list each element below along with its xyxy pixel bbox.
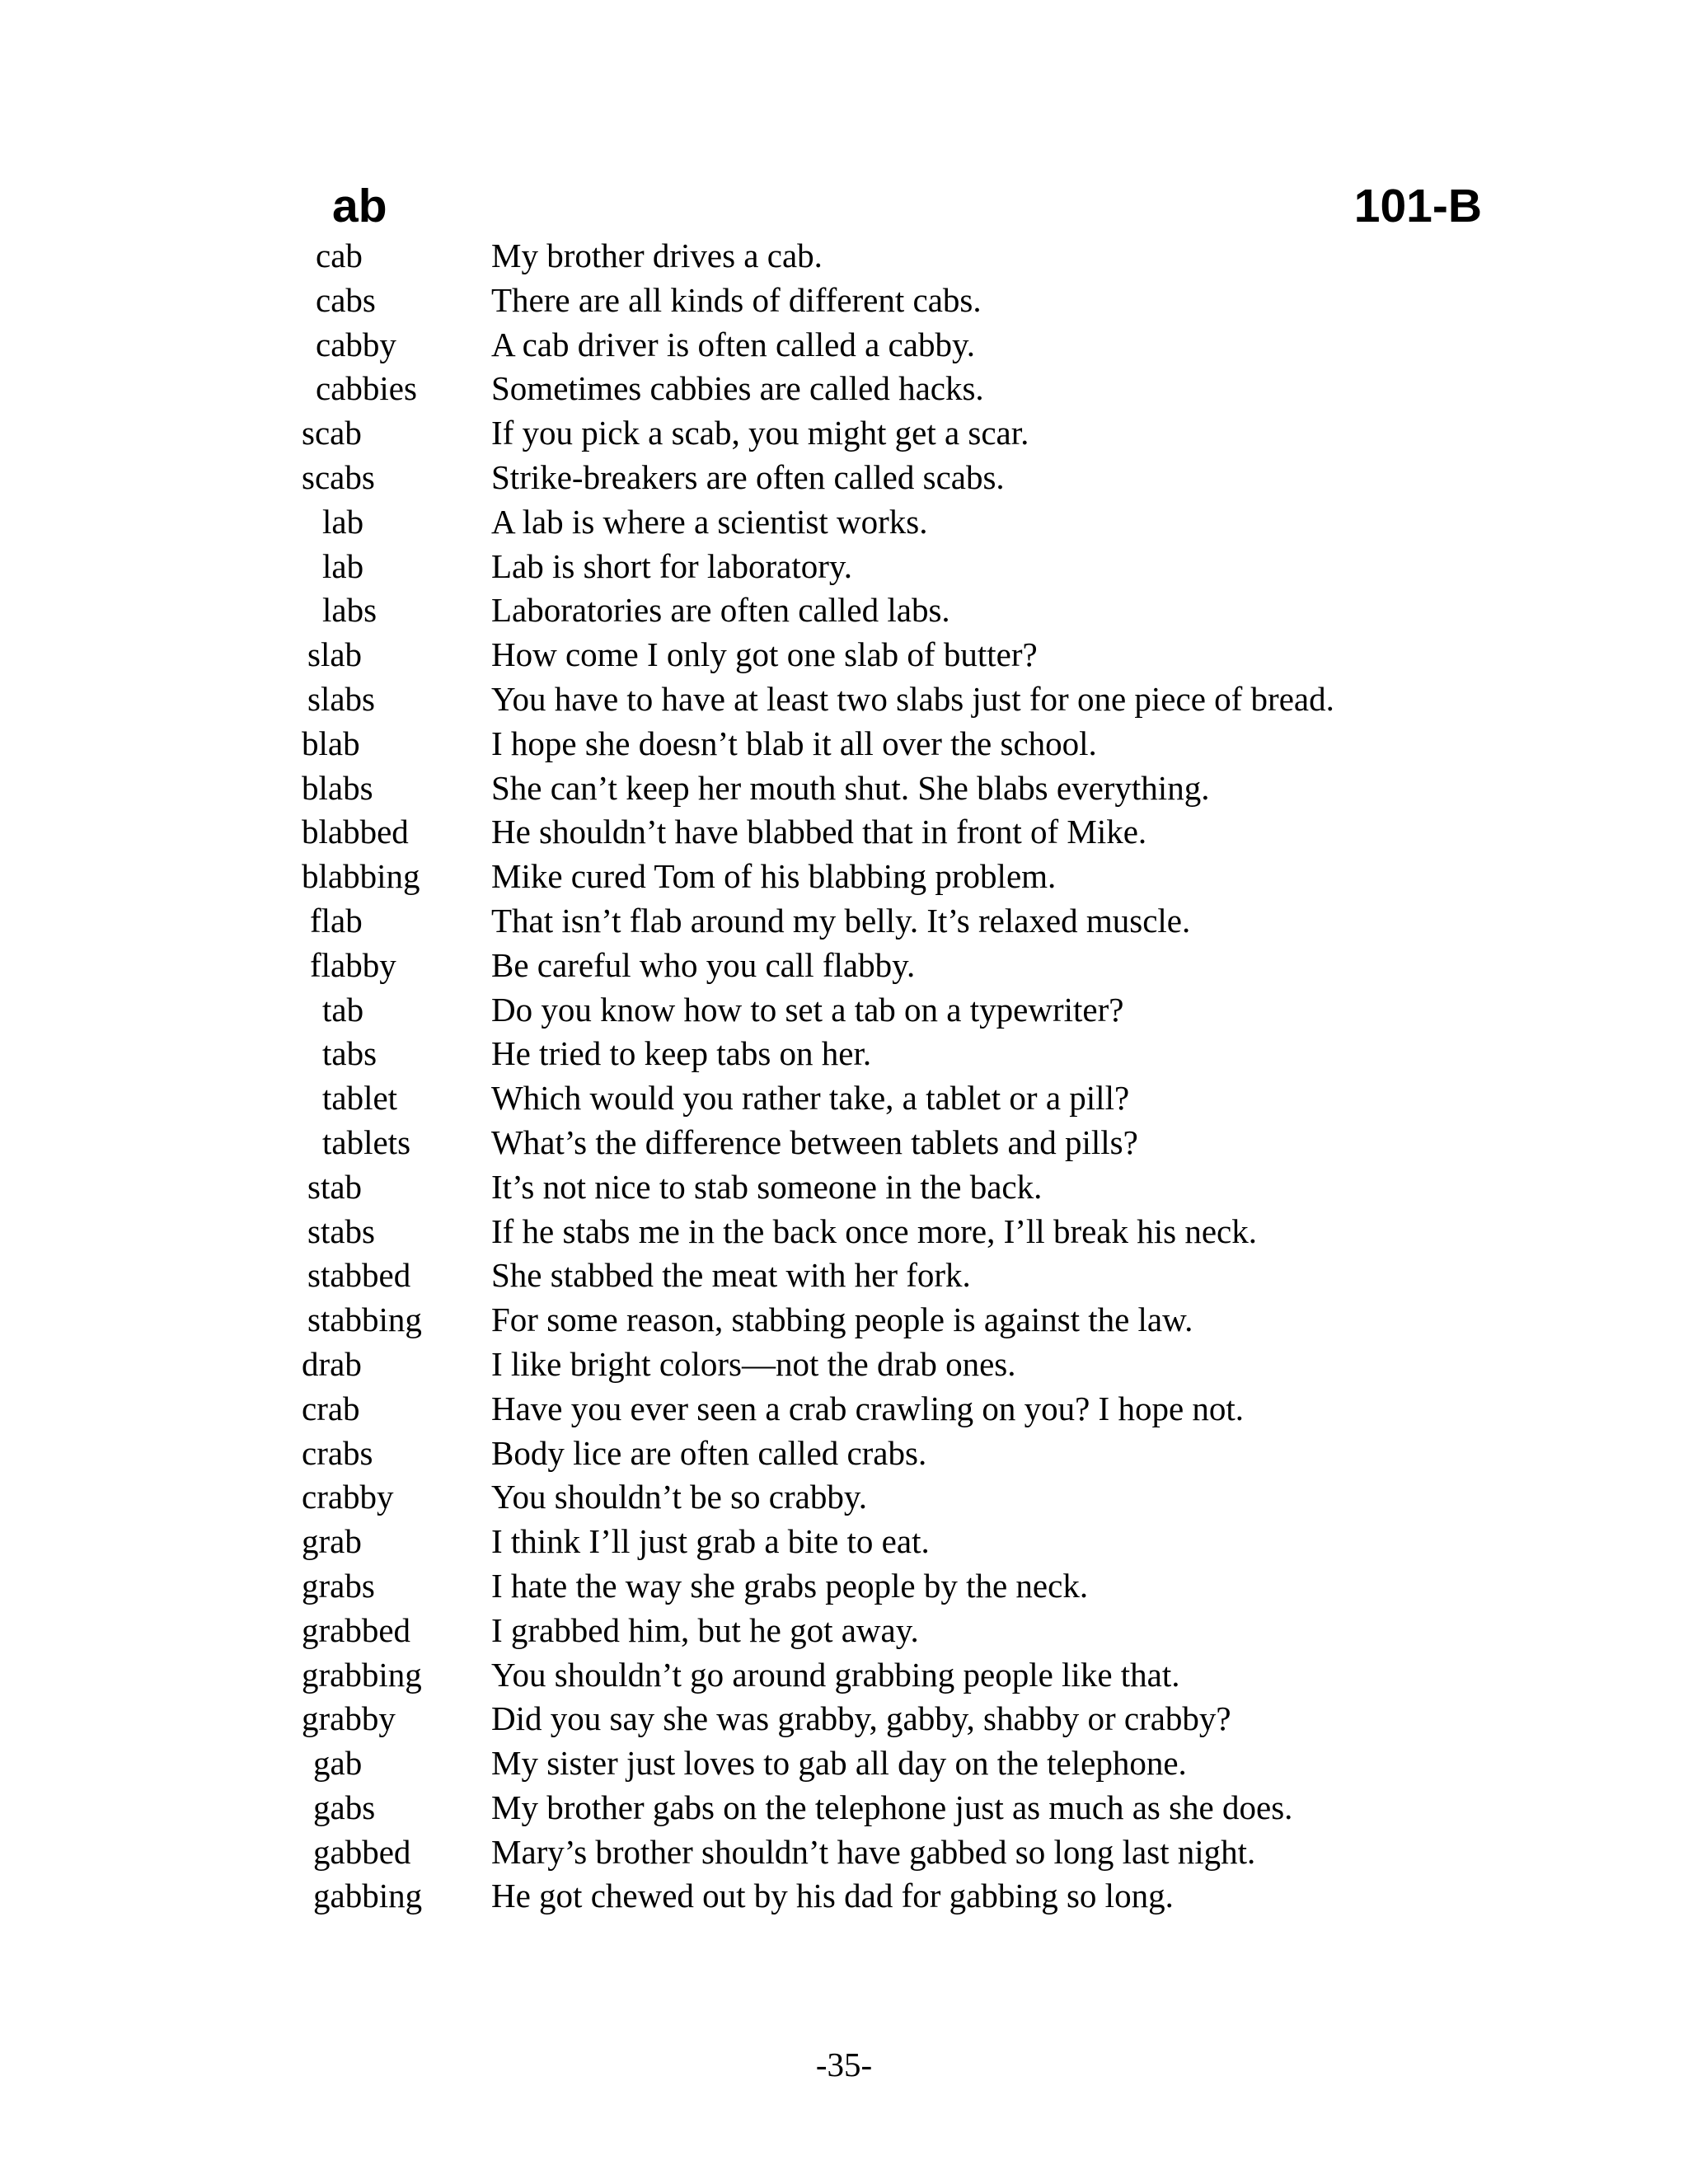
example-sentence: A cab driver is often called a cabby.: [491, 325, 976, 363]
example-sentence: She can’t keep her mouth shut. She blabs everything.: [491, 768, 1210, 807]
vocabulary-word: flabby: [310, 945, 396, 984]
vocabulary-word: grabby: [302, 1699, 396, 1738]
list-item: [0, 456, 1688, 500]
page-number: -35-: [815, 2046, 873, 2083]
vocabulary-word: blab: [302, 724, 360, 762]
list-item: [0, 500, 1688, 545]
list-item: [0, 988, 1688, 1033]
list-item: [0, 1343, 1688, 1387]
example-sentence: For some reason, stabbing people is against the law.: [491, 1301, 1193, 1339]
vocabulary-word: gabbing: [313, 1877, 423, 1915]
example-sentence: He tried to keep tabs on her.: [491, 1034, 872, 1073]
list-item: [0, 234, 1688, 279]
example-sentence: I hate the way she grabs people by the neck.: [491, 1566, 1089, 1605]
lesson-number: 101-B: [1353, 180, 1482, 232]
list-item: [0, 279, 1688, 323]
example-sentence: You have to have at least two slabs just for one piece of bread.: [491, 679, 1334, 718]
vocabulary-word: labs: [322, 591, 377, 630]
list-item: [0, 722, 1688, 766]
example-sentence: It’s not nice to stab someone in the back.: [491, 1167, 1043, 1206]
list-item: [0, 1032, 1688, 1076]
vocabulary-word: gab: [313, 1744, 363, 1783]
vocabulary-word: stabbing: [307, 1301, 422, 1339]
list-item: [0, 677, 1688, 722]
list-item: [0, 545, 1688, 589]
vocabulary-word: crabby: [302, 1478, 394, 1516]
list-item: [0, 1786, 1688, 1830]
list-item: [0, 1254, 1688, 1298]
example-sentence: My brother gabs on the telephone just as much as she does.: [491, 1788, 1293, 1826]
list-item: [0, 1874, 1688, 1919]
example-sentence: My brother drives a cab.: [491, 237, 823, 274]
example-sentence: There are all kinds of different cabs.: [491, 280, 982, 319]
vocabulary-word: blabbing: [302, 857, 420, 896]
list-item: [0, 810, 1688, 855]
list-item: [0, 1165, 1688, 1210]
example-sentence: How come I only got one slab of butter?: [491, 635, 1038, 674]
example-sentence: Laboratories are often called labs.: [491, 591, 950, 630]
list-item: [0, 1210, 1688, 1254]
example-sentence: He shouldn’t have blabbed that in front of Mike.: [491, 813, 1147, 851]
vocabulary-word: blabbed: [302, 813, 409, 851]
vocabulary-word: scabs: [302, 457, 375, 496]
list-item: [0, 588, 1688, 633]
example-sentence: If he stabs me in the back once more, I’ll break his neck.: [491, 1212, 1257, 1250]
example-sentence: Mike cured Tom of his blabbing problem.: [491, 857, 1057, 896]
vocabulary-word: slabs: [307, 679, 375, 718]
example-sentence: Sometimes cabbies are called hacks.: [491, 369, 984, 408]
list-item: [0, 1697, 1688, 1741]
example-sentence: I think I’ll just grab a bite to eat.: [491, 1522, 930, 1561]
vocabulary-word: gabbed: [313, 1832, 411, 1871]
vocabulary-word: crabs: [302, 1433, 373, 1472]
example-sentence: Have you ever seen a crab crawling on you? I hope not.: [491, 1389, 1245, 1427]
list-item: [0, 766, 1688, 811]
vocabulary-word: lab: [322, 502, 364, 541]
example-sentence: What’s the difference between tablets and pills?: [491, 1122, 1138, 1161]
vocabulary-word: crab: [302, 1389, 360, 1427]
list-item: [0, 944, 1688, 988]
vocabulary-word: tablet: [322, 1079, 398, 1118]
vocabulary-word: flab: [310, 901, 363, 940]
list-item: [0, 411, 1688, 456]
vocabulary-word: cab: [316, 237, 363, 274]
vocabulary-word: tabs: [322, 1034, 377, 1073]
example-sentence: You shouldn’t be so crabby.: [491, 1478, 867, 1516]
example-sentence: Did you say she was grabby, gabby, shabby or crabby?: [491, 1699, 1231, 1738]
list-item: [0, 1564, 1688, 1609]
vocabulary-word: stab: [307, 1167, 363, 1206]
example-sentence: I like bright colors—not the drab ones.: [491, 1344, 1016, 1383]
list-item: [0, 1520, 1688, 1564]
example-sentence: She stabbed the meat with her fork.: [491, 1256, 971, 1295]
list-item: [0, 855, 1688, 899]
vocabulary-word: grabs: [302, 1566, 375, 1605]
example-sentence: Do you know how to set a tab on a typewriter?: [491, 990, 1124, 1029]
example-sentence: You shouldn’t go around grabbing people like that.: [491, 1655, 1180, 1694]
list-item: [0, 1121, 1688, 1165]
list-item: [0, 1741, 1688, 1786]
pattern-heading: ab: [332, 180, 387, 232]
list-item: [0, 367, 1688, 411]
example-sentence: A lab is where a scientist works.: [491, 502, 928, 541]
example-sentence: He got chewed out by his dad for gabbing so long.: [491, 1877, 1174, 1915]
vocabulary-word: tablets: [322, 1122, 411, 1161]
vocabulary-word: stabbed: [307, 1256, 411, 1295]
list-item: [0, 899, 1688, 944]
vocabulary-word: slab: [307, 635, 363, 674]
example-sentence: Body lice are often called crabs.: [491, 1433, 927, 1472]
example-sentence: I hope she doesn’t blab it all over the school.: [491, 724, 1097, 762]
vocabulary-word: lab: [322, 546, 364, 585]
vocabulary-word: grab: [302, 1522, 362, 1561]
example-sentence: Be careful who you call flabby.: [491, 945, 916, 984]
vocabulary-word: cabs: [316, 280, 376, 319]
example-sentence: My sister just loves to gab all day on the telephone.: [491, 1744, 1187, 1783]
vocabulary-word: cabby: [316, 325, 396, 363]
list-item: [0, 1076, 1688, 1121]
list-item: [0, 633, 1688, 677]
example-sentence: Lab is short for laboratory.: [491, 546, 852, 585]
list-item: [0, 1475, 1688, 1520]
word-list: [0, 234, 1688, 1919]
example-sentence: Strike-breakers are often called scabs.: [491, 457, 1005, 496]
vocabulary-word: drab: [302, 1344, 362, 1383]
list-item: [0, 1609, 1688, 1653]
example-sentence: Mary’s brother shouldn’t have gabbed so long last night.: [491, 1832, 1256, 1871]
example-sentence: I grabbed him, but he got away.: [491, 1610, 919, 1649]
vocabulary-word: gabs: [313, 1788, 376, 1826]
example-sentence: Which would you rather take, a tablet or a pill?: [491, 1079, 1130, 1118]
vocabulary-word: grabbed: [302, 1610, 411, 1649]
vocabulary-word: tab: [322, 990, 364, 1029]
list-item: [0, 1387, 1688, 1432]
vocabulary-word: blabs: [302, 768, 373, 807]
list-item: [0, 1298, 1688, 1343]
list-item: [0, 1653, 1688, 1698]
vocabulary-word: cabbies: [316, 369, 417, 408]
vocabulary-word: grabbing: [302, 1655, 422, 1694]
list-item: [0, 323, 1688, 368]
list-item: [0, 1432, 1688, 1476]
example-sentence: That isn’t flab around my belly. It’s relaxed muscle.: [491, 901, 1191, 940]
vocabulary-word: stabs: [307, 1212, 375, 1250]
list-item: [0, 1830, 1688, 1875]
vocabulary-word: scab: [302, 414, 362, 452]
example-sentence: If you pick a scab, you might get a scar.: [491, 414, 1029, 452]
